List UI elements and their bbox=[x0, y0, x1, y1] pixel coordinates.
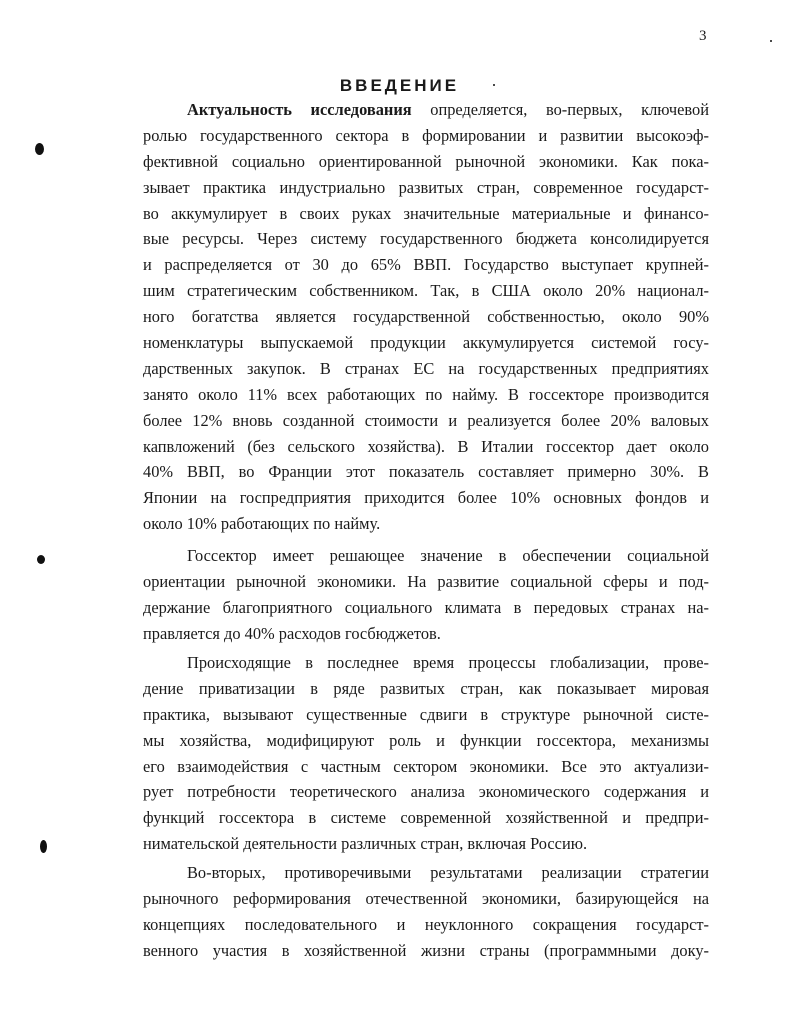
page-number: 3 bbox=[699, 28, 707, 44]
text-span: определяется, во-первых, ключевой bbox=[411, 100, 709, 119]
paragraph-1 bbox=[143, 97, 709, 537]
text-line: Происходящие в последнее время процессы глобализации, прове- bbox=[187, 653, 709, 672]
text-line: капвложений (без сельского хозяйства). В Италии госсектор дает около bbox=[143, 436, 709, 456]
text-line: фективной социально ориентированной рыночной экономики. Как пока- bbox=[143, 151, 709, 171]
text-line: 40% ВВП, во Франции этот показатель составляет примерно 30%. В bbox=[143, 462, 709, 482]
text-line: во аккумулирует в своих руках значительные материальные и финансо- bbox=[143, 203, 709, 223]
text-line: рует потребности теоретического анализа экономического содержания и bbox=[143, 782, 709, 802]
scan-hole-mark bbox=[37, 555, 45, 564]
text-line: Во-вторых, противоречивыми результатами реализации стратегии bbox=[187, 863, 709, 882]
scan-hole-mark bbox=[40, 840, 47, 853]
paragraph-2 bbox=[143, 543, 709, 647]
scan-speck bbox=[493, 84, 495, 86]
bold-lead: Актуальность исследования bbox=[187, 100, 412, 119]
text-line: ного богатства является государственной собственностью, около 90% bbox=[143, 307, 709, 327]
text-line: шим стратегическим собственником. Так, в США около 20% национал- bbox=[143, 281, 709, 301]
text-line: рыночного реформирования отечественной экономики, базирующейся на bbox=[143, 888, 709, 908]
text-line: номенклатуры выпускаемой продукции аккумулируется системой госу- bbox=[143, 333, 709, 353]
scan-speck bbox=[770, 40, 772, 42]
page-title: ВВЕДЕНИЕ bbox=[339, 76, 460, 95]
text-line: зывает практика индустриально развитых стран, современное государст- bbox=[143, 177, 709, 197]
text-line: дение приватизации в ряде развитых стран, как показывает мировая bbox=[143, 678, 709, 698]
scan-hole-mark bbox=[35, 143, 44, 155]
paragraph-3 bbox=[143, 650, 709, 857]
text-line: функций госсектора в системе современной хозяйственной и предпри- bbox=[143, 808, 709, 828]
text-line: практика, вызывают существенные сдвиги в структуре рыночной систе- bbox=[143, 704, 709, 724]
text-line: Госсектор имеет решающее значение в обеспечении социальной bbox=[187, 546, 709, 565]
text-line: вые ресурсы. Через систему государственного бюджета консолидируется bbox=[143, 229, 709, 249]
text-line: концепциях последовательного и неуклонного сокращения государст- bbox=[143, 914, 709, 934]
text-line: венного участия в хозяйственной жизни страны (программными доку- bbox=[143, 940, 709, 960]
text-line: Японии на госпредприятия приходится более 10% основных фондов и bbox=[143, 488, 709, 508]
text-line: ролью государственного сектора в формировании и развитии высокоэф- bbox=[143, 125, 709, 145]
text-line: и распределяется от 30 до 65% ВВП. Государство выступает крупней- bbox=[143, 255, 709, 275]
text-line: правляется до 40% расходов госбюджетов. bbox=[143, 623, 441, 643]
text-line bbox=[143, 97, 709, 123]
text-line: нимательской деятельности различных стран, включая Россию. bbox=[143, 834, 588, 854]
text-line: мы хозяйства, модифицируют роль и функции госсектора, механизмы bbox=[143, 730, 709, 750]
text-line: около 10% работающих по найму. bbox=[143, 514, 381, 534]
text-line: более 12% вновь созданной стоимости и реализуется более 20% валовых bbox=[143, 410, 709, 430]
text-line: ориентации рыночной экономики. На развитие социальной сферы и под- bbox=[143, 571, 709, 591]
paragraph-4 bbox=[143, 860, 709, 964]
text-line: держание благоприятного социального климата в передовых странах на- bbox=[143, 597, 709, 617]
text-line: дарственных закупок. В странах ЕС на государственных предприятиях bbox=[143, 358, 709, 378]
text-line: занято около 11% всех работающих по найму. В госсекторе производится bbox=[143, 384, 709, 404]
text-line: его взаимодействия с частным сектором экономики. Все это актуализи- bbox=[143, 756, 709, 776]
